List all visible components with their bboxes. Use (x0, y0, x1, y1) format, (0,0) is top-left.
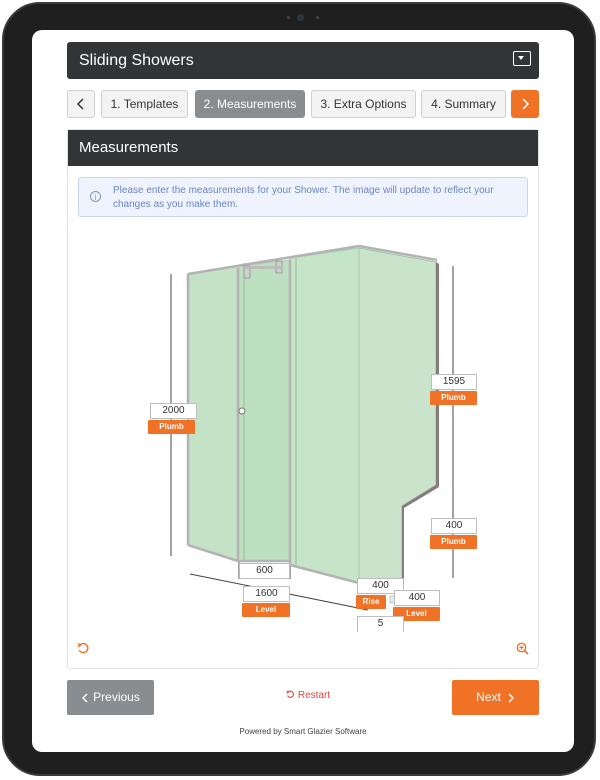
info-text: Please enter the measurements for your Shower. The image will update to reflect your changes as you make them. (113, 185, 494, 210)
shower-diagram (32, 30, 574, 752)
sliding-door (238, 260, 290, 561)
door-handle (239, 408, 245, 414)
page-title: Sliding Showers (79, 52, 194, 69)
next-button[interactable] (452, 680, 539, 715)
step-summary[interactable]: 4. Summary (421, 90, 506, 118)
left-height-input[interactable]: 2000 (150, 403, 197, 419)
right-height-input[interactable]: 1595 (431, 374, 477, 390)
plumb-tag-left[interactable]: Plumb (148, 420, 195, 434)
step-measurements[interactable]: 2. Measurements (195, 90, 305, 118)
step-input[interactable]: 5 (357, 616, 404, 632)
side-panel (359, 248, 436, 593)
notch-height-input[interactable]: 400 (431, 518, 477, 534)
plumb-tag-right[interactable]: Plumb (430, 391, 477, 405)
depth-input[interactable]: 400 (394, 590, 440, 606)
chevron-left-icon (81, 693, 89, 703)
zoom-in-icon[interactable] (516, 642, 529, 655)
sensor-dot (316, 16, 319, 19)
level-tag-depth[interactable]: Level (393, 607, 440, 621)
fixed-panel-right (290, 248, 359, 583)
sensor-dot (287, 16, 290, 19)
level-tag-width[interactable]: Level (242, 603, 290, 617)
info-icon: i (90, 191, 101, 202)
tablet-frame (2, 2, 596, 776)
step-extra-options[interactable]: 3. Extra Options (311, 90, 416, 118)
panel-title: Measurements (68, 130, 538, 166)
previous-button[interactable] (67, 680, 154, 715)
chevron-right-icon (507, 693, 515, 703)
step-templates[interactable]: 1. Templates (101, 90, 188, 118)
screen (32, 30, 574, 752)
previous-label: Previous (93, 690, 140, 704)
powered-by: Powered by Smart Glazier Software (239, 727, 367, 736)
reset-view-icon[interactable] (77, 642, 90, 655)
restart-button[interactable] (278, 690, 338, 701)
restart-icon (286, 690, 295, 699)
plumb-tag-notch[interactable]: Plumb (430, 535, 477, 549)
total-width-input[interactable]: 1600 (243, 586, 290, 602)
restart-label: Restart (297, 690, 331, 701)
rise-input[interactable]: 400 (357, 578, 404, 594)
rise-tag[interactable]: Rise (356, 595, 386, 609)
door-width-input[interactable]: 600 (239, 563, 290, 579)
next-label: Next (476, 690, 501, 704)
camera (297, 14, 304, 21)
